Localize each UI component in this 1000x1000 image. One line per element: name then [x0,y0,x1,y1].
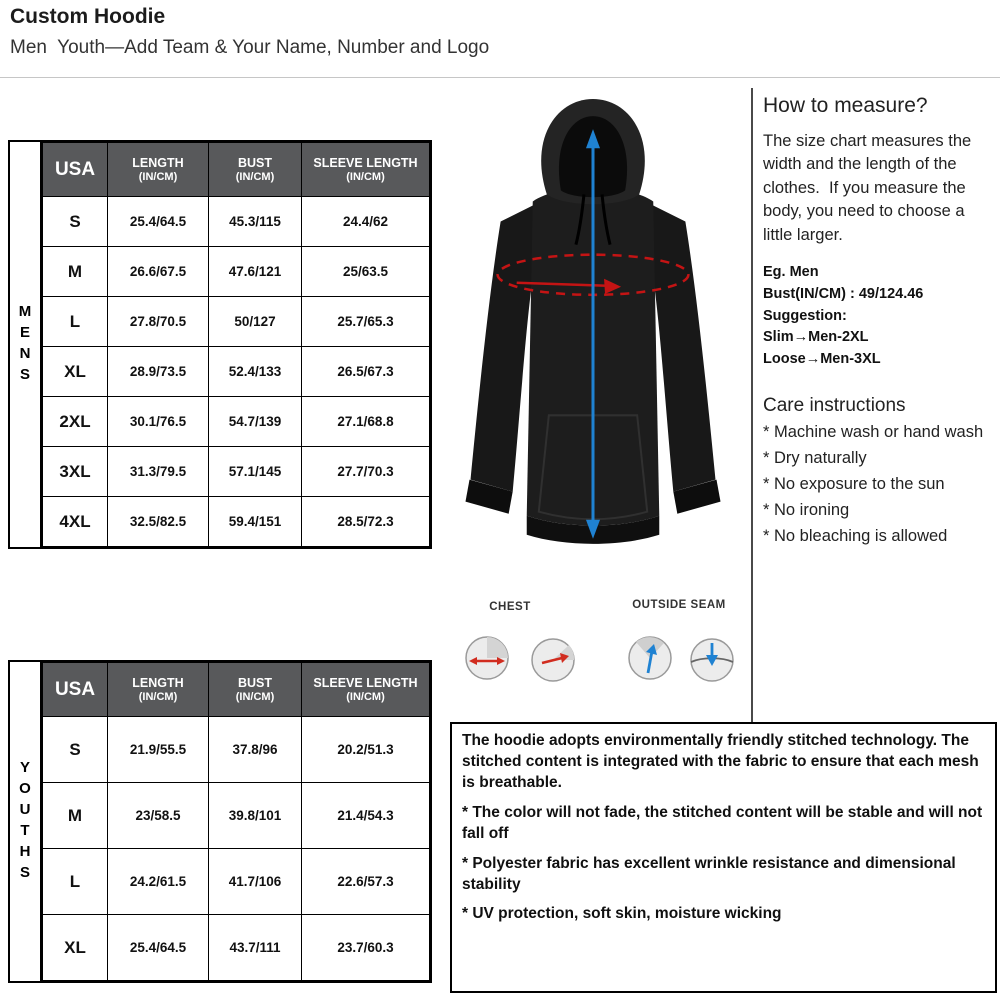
table-row: XL 28.9/73.5 52.4/133 26.5/67.3 [43,347,430,397]
feature-item: * The color will not fade, the stitched content will be stable and will not fall off [462,803,983,842]
table-row: S 25.4/64.5 45.3/115 24.4/62 [43,197,430,247]
table-row: M 23/58.5 39.8/101 21.4/54.3 [43,783,430,849]
care-item: * Machine wash or hand wash [763,422,984,441]
mens-usa-header: USA [43,143,108,197]
outside-seam-caption: OUTSIDE SEAM [632,599,726,611]
column-divider [751,88,753,722]
care-item: * Dry naturally [763,448,867,467]
table-row: S 21.9/55.5 37.8/96 20.2/51.3 [43,717,430,783]
chest-fold-icon [529,636,577,689]
example-line: Suggestion: [763,307,847,324]
hoodie-diagram [440,86,746,588]
mens-bust-header: BUST (IN/CM) [209,143,302,197]
table-row: M 26.6/67.5 47.6/121 25/63.5 [43,247,430,297]
feature-item: * Polyester fabric has excellent wrinkle resistance and dimensional stability [462,854,956,893]
how-to-measure-panel [763,94,996,551]
header-divider [0,77,1000,78]
seam-up-icon [626,634,674,687]
table-row: 2XL 30.1/76.5 54.7/139 27.1/68.8 [43,397,430,447]
youths-bust-header: BUST (IN/CM) [209,663,302,717]
table-row: 4XL 32.5/82.5 59.4/151 28.5/72.3 [43,497,430,547]
youths-size-table [8,660,432,983]
mens-side-label-text: MENS [16,302,34,387]
example-line: Loose→Men-3XL [763,351,881,368]
youths-usa-header: USA [43,663,108,717]
youths-length-header: LENGTH (IN/CM) [108,663,209,717]
mens-sleeve-header: SLEEVE LENGTH (IN/CM) [302,143,430,197]
care-instructions-title: Care instructions [763,394,906,416]
seam-down-icon [688,636,736,689]
mens-length-header: LENGTH (IN/CM) [108,143,209,197]
mens-size-table [8,140,432,549]
hoodie-illustration-icon [440,86,746,588]
measure-example [763,262,996,371]
mens-side-label [10,142,42,547]
care-item: * No bleaching is allowed [763,527,948,546]
care-item: * No exposure to the sun [763,475,945,494]
how-to-measure-title: How to measure? [763,94,928,117]
page-subtitle: Men Youth—Add Team & Your Name, Number and Logo [10,37,490,58]
table-row: L 24.2/61.5 41.7/106 22.6/57.3 [43,849,430,915]
example-line: Slim→Men-2XL [763,329,869,346]
table-row: 3XL 31.3/79.5 57.1/145 27.7/70.3 [43,447,430,497]
how-to-measure-body: The size chart measures the width and the length of the clothes. If you measure the body, you need to choose a little larger. [763,132,976,244]
example-line: Bust(IN/CM) : 49/124.46 [763,285,924,302]
chest-caption: CHEST [489,601,531,613]
table-row: L 27.8/70.5 50/127 25.7/65.3 [43,297,430,347]
example-line: Eg. Men [763,264,819,281]
table-row: XL 25.4/64.5 43.7/111 23.7/60.3 [43,915,430,981]
youths-sleeve-header: SLEEVE LENGTH (IN/CM) [302,663,430,717]
product-features-box [450,722,997,993]
feature-item: * UV protection, soft skin, moisture wicking [462,905,782,923]
youths-side-label [10,662,42,981]
features-intro: The hoodie adopts environmentally friendly stitched technology. The stitched content is integrated with the fabric to ensure that each mesh is breathable. [462,732,979,791]
youths-header-row [43,663,430,717]
care-item: * No ironing [763,501,850,520]
youths-side-label-text: YOUTHS [16,758,34,885]
mens-header-row [43,143,430,197]
chest-width-icon [463,634,511,687]
page-title: Custom Hoodie [10,5,166,28]
